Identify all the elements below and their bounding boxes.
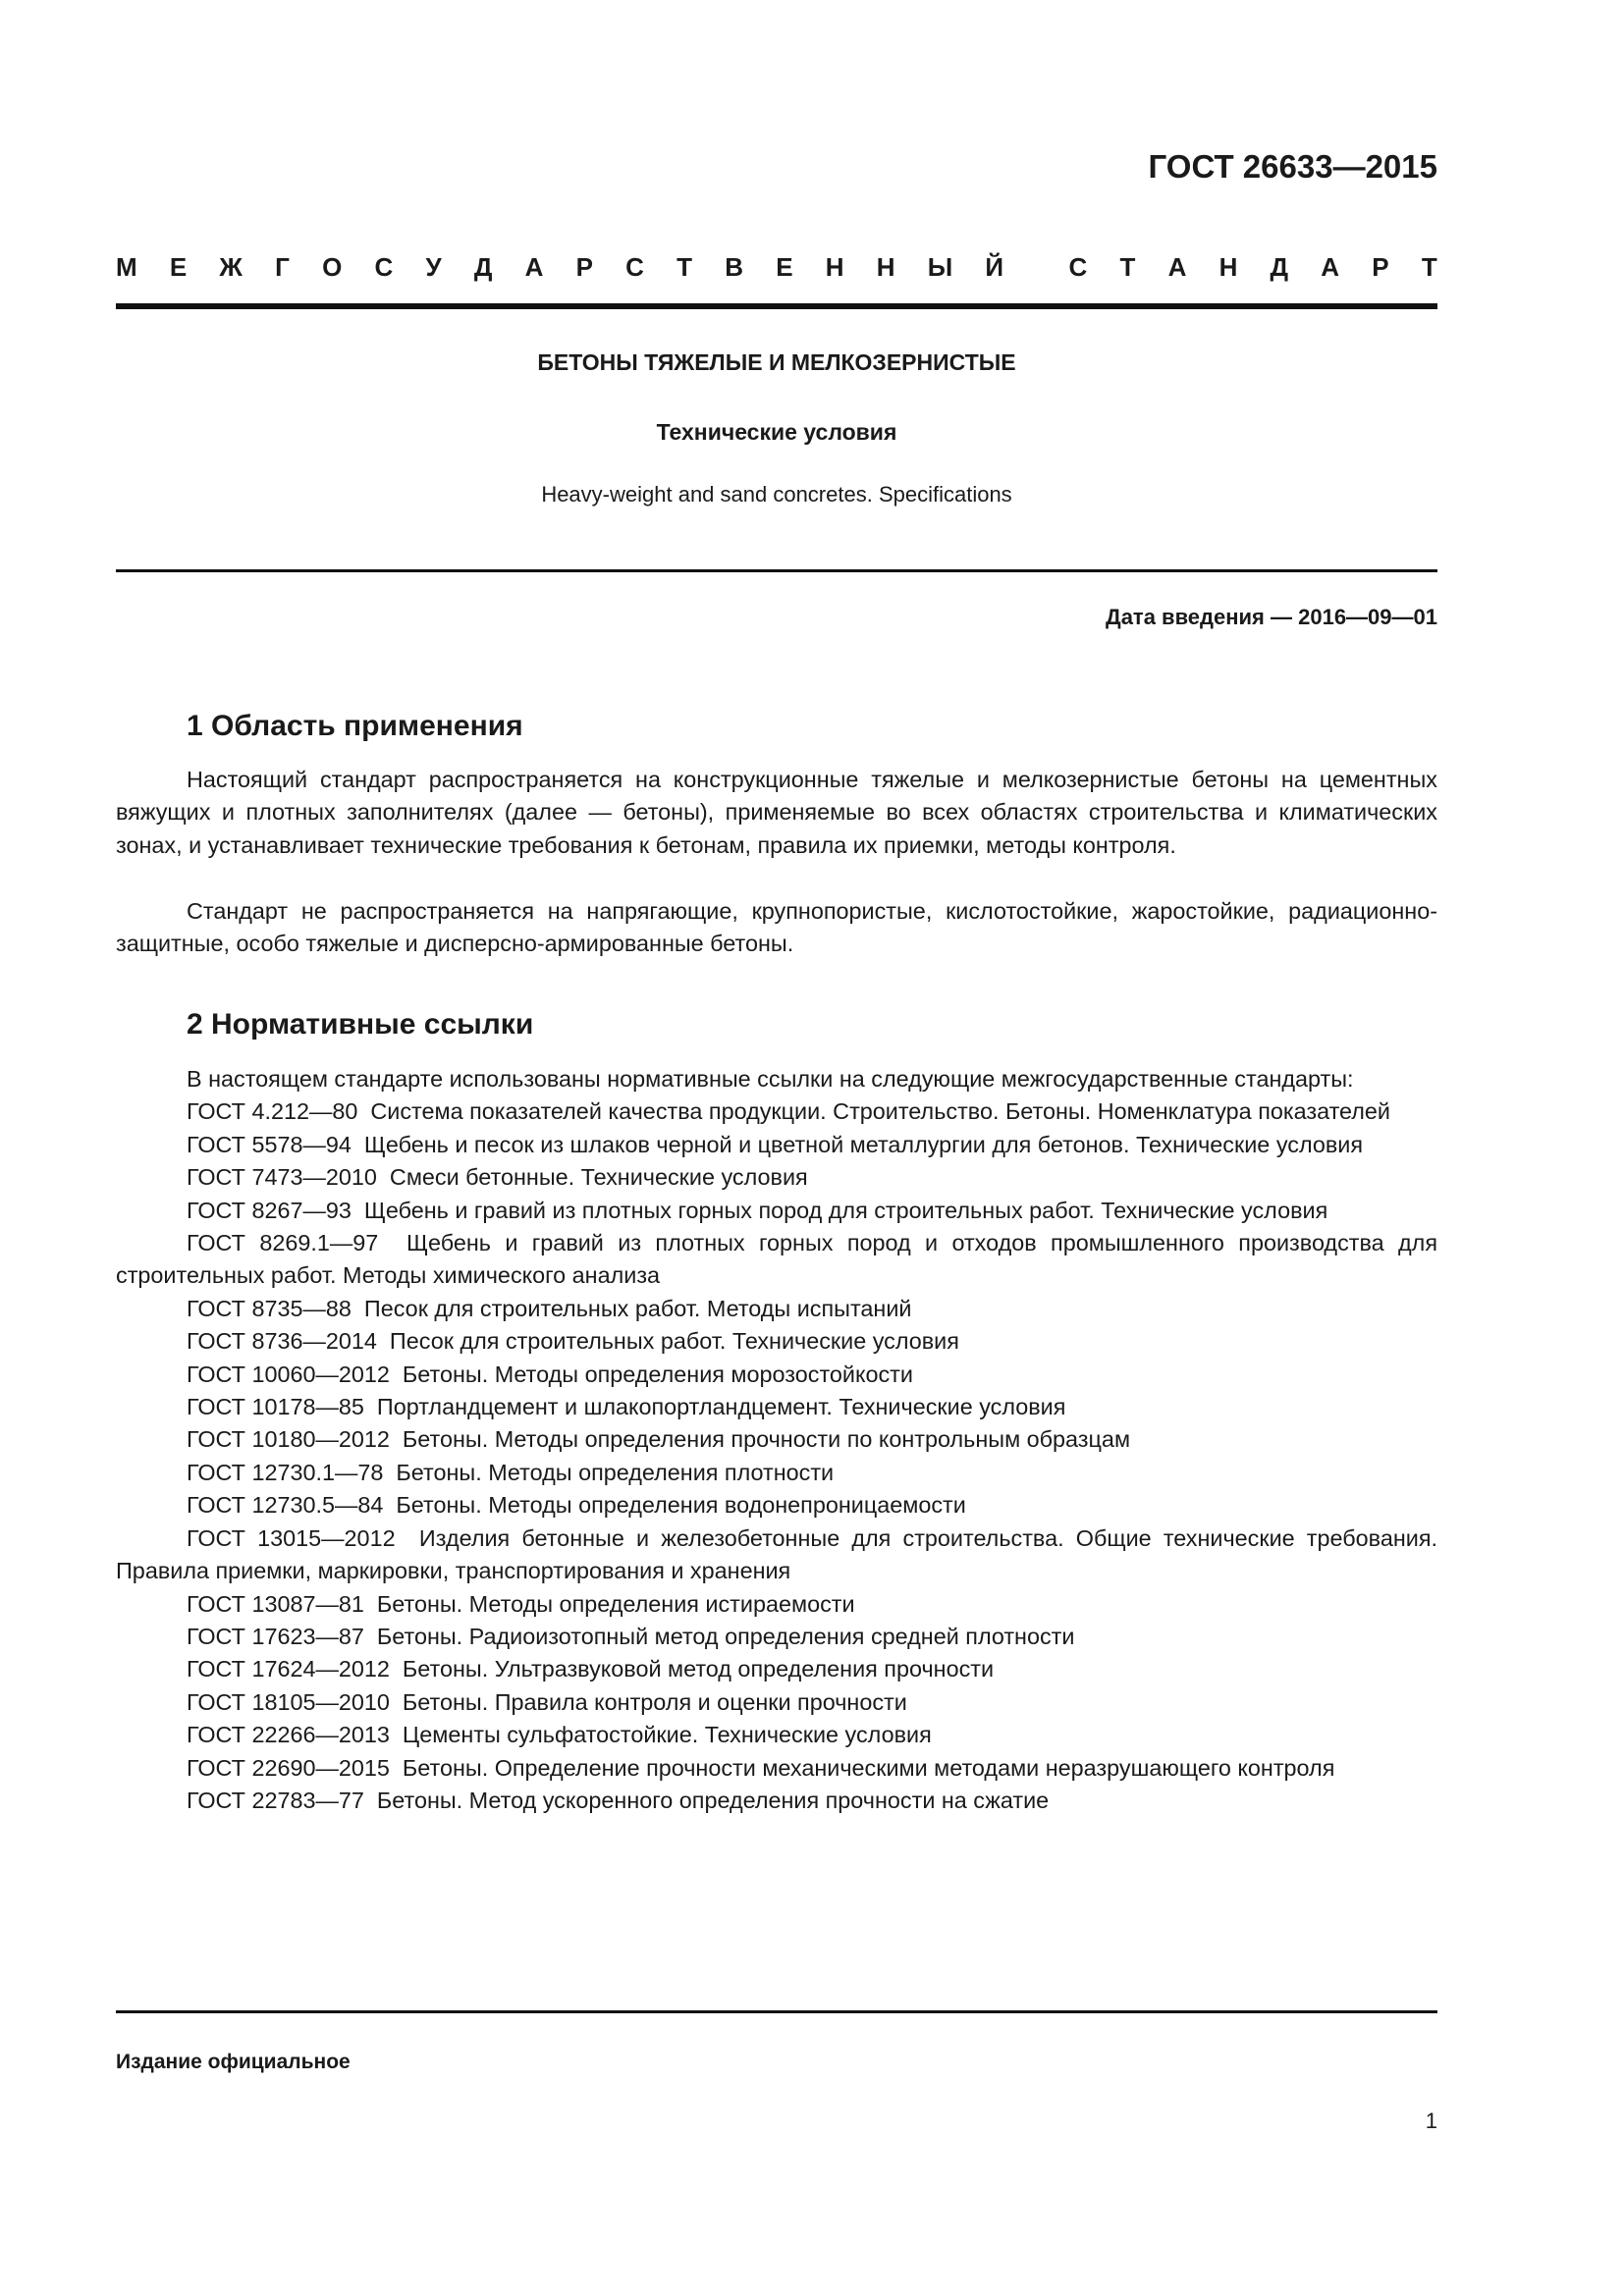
reference-code: ГОСТ 22690—2015 xyxy=(187,1754,390,1781)
reference-item xyxy=(116,1653,1437,1685)
banner-letter: Г xyxy=(275,252,290,282)
reference-code: ГОСТ 13087—81 xyxy=(187,1590,364,1617)
page-number: 1 xyxy=(1425,2109,1437,2133)
banner-letter: У xyxy=(425,252,442,282)
banner-letter: Д xyxy=(1270,252,1289,282)
banner-letter: Т xyxy=(1421,252,1437,282)
title-rule xyxy=(116,569,1437,572)
reference-code: ГОСТ 13015—2012 xyxy=(187,1524,396,1551)
reference-title: Бетоны. Ультразвуковой метод определения прочности xyxy=(402,1656,995,1682)
reference-title: Изделия бетонные и железобетонные для строительства. Общие технические требования. Правила приемки, маркировки, транспортирования и хранения xyxy=(116,1524,1437,1584)
reference-code: ГОСТ 8735—88 xyxy=(187,1295,352,1321)
banner-letter: Д xyxy=(473,252,493,282)
reference-title: Песок для строительных работ. Методы испытаний xyxy=(363,1295,912,1321)
standard-subtitle: Технические условия xyxy=(656,419,897,445)
reference-title: Портландцемент и шлакопортландцемент. Технические условия xyxy=(376,1394,1066,1420)
banner-letter: Н xyxy=(876,252,895,282)
banner-letter: Ы xyxy=(927,252,953,282)
banner-letter: Е xyxy=(169,252,188,282)
reference-item xyxy=(116,1752,1437,1785)
header-rule xyxy=(116,303,1437,309)
reference-code: ГОСТ 17624—2012 xyxy=(187,1656,390,1682)
reference-item xyxy=(116,1161,1437,1194)
reference-code: ГОСТ 17623—87 xyxy=(187,1623,364,1649)
reference-item xyxy=(116,1621,1437,1653)
banner-letter: Т xyxy=(1119,252,1136,282)
reference-title: Цементы сульфатостойкие. Технические условия xyxy=(402,1722,932,1748)
standard-title: БЕТОНЫ ТЯЖЕЛЫЕ И МЕЛКОЗЕРНИСТЫЕ xyxy=(537,349,1016,375)
reference-code: ГОСТ 10178—85 xyxy=(187,1394,364,1420)
english-title: Heavy-weight and sand concretes. Specifications xyxy=(541,482,1012,507)
reference-code: ГОСТ 4.212—80 xyxy=(187,1098,358,1125)
reference-title: Щебень и гравий из плотных горных пород для строительных работ. Технические условия xyxy=(363,1197,1328,1223)
reference-item xyxy=(116,1489,1437,1522)
banner-letter: Р xyxy=(575,252,593,282)
reference-title: Бетоны. Методы определения прочности по контрольным образцам xyxy=(402,1426,1131,1453)
banner-letter: А xyxy=(524,252,544,282)
reference-code: ГОСТ 12730.5—84 xyxy=(187,1492,384,1519)
reference-code: ГОСТ 22783—77 xyxy=(187,1787,364,1813)
reference-title: Бетоны. Метод ускоренного определения прочности на сжатие xyxy=(376,1787,1050,1813)
banner-letter: В xyxy=(725,252,744,282)
reference-title: Бетоны. Методы определения водонепроницаемости xyxy=(396,1492,966,1519)
banner-letter: Н xyxy=(1218,252,1238,282)
banner-letter: Т xyxy=(677,252,693,282)
reference-title: Бетоны. Радиоизотопный метод определения средней плотности xyxy=(376,1623,1075,1649)
banner-letter: Ж xyxy=(219,252,243,282)
banner-letter: Р xyxy=(1372,252,1389,282)
reference-item xyxy=(116,1129,1437,1161)
reference-code: ГОСТ 10060—2012 xyxy=(187,1361,390,1387)
reference-item xyxy=(116,1195,1437,1227)
reference-code: ГОСТ 10180—2012 xyxy=(187,1426,390,1453)
reference-code: ГОСТ 12730.1—78 xyxy=(187,1459,384,1485)
reference-code: ГОСТ 8269.1—97 xyxy=(187,1230,379,1256)
reference-code: ГОСТ 8267—93 xyxy=(187,1197,352,1223)
reference-item xyxy=(116,1227,1437,1293)
reference-item xyxy=(116,1457,1437,1489)
reference-item xyxy=(116,1588,1437,1621)
reference-code: ГОСТ 8736—2014 xyxy=(187,1328,377,1355)
reference-code: ГОСТ 7473—2010 xyxy=(187,1164,377,1191)
reference-title: Смеси бетонные. Технические условия xyxy=(389,1164,808,1191)
reference-code: ГОСТ 5578—94 xyxy=(187,1131,352,1157)
banner-letter: А xyxy=(1167,252,1187,282)
reference-item xyxy=(116,1359,1437,1391)
interstate-standard-banner xyxy=(116,245,1437,289)
reference-item xyxy=(116,1293,1437,1325)
section-1-paragraph: Настоящий стандарт распространяется на конструкционные тяжелые и мелкозернистые бетоны на цементных вяжущих и плотных заполнителях (далее — бетоны), применяемые во всех областях строительства и климатических зонах, и устанавливает технические требования к бетонам, правила их приемки, методы контроля. xyxy=(116,767,1437,858)
reference-code: ГОСТ 22266—2013 xyxy=(187,1722,390,1748)
reference-item xyxy=(116,1391,1437,1423)
reference-title: Щебень и гравий из плотных горных пород и отходов промышленного производства для строительных работ. Методы химического анализа xyxy=(116,1230,1437,1289)
introduction-date: Дата введения — 2016—09—01 xyxy=(1106,605,1437,629)
document-number: ГОСТ 26633—2015 xyxy=(1148,148,1437,185)
reference-title: Бетоны. Методы определения истираемости xyxy=(376,1590,855,1617)
reference-title: Бетоны. Определение прочности механическими методами неразрушающего контроля xyxy=(402,1754,1335,1781)
banner-letter: Й xyxy=(985,252,1004,282)
reference-item xyxy=(116,1325,1437,1358)
references-intro: В настоящем стандарте использованы нормативные ссылки на следующие межгосударственные стандарты: xyxy=(187,1066,1354,1092)
reference-title: Система показателей качества продукции. Строительство. Бетоны. Номенклатура показателей xyxy=(370,1098,1390,1125)
reference-item xyxy=(116,1785,1437,1817)
reference-item xyxy=(116,1686,1437,1719)
banner-letter: С xyxy=(1068,252,1088,282)
reference-code: ГОСТ 18105—2010 xyxy=(187,1688,390,1715)
reference-item xyxy=(116,1719,1437,1751)
banner-letter: Е xyxy=(776,252,793,282)
banner-letter: А xyxy=(1321,252,1340,282)
banner-letter: О xyxy=(322,252,343,282)
reference-item xyxy=(116,1522,1437,1588)
section-2-heading: 2 Нормативные ссылки xyxy=(187,1008,534,1041)
reference-title: Бетоны. Правила контроля и оценки прочности xyxy=(402,1688,907,1715)
reference-title: Бетоны. Методы определения морозостойкости xyxy=(402,1361,913,1387)
banner-letter: М xyxy=(116,252,137,282)
reference-title: Бетоны. Методы определения плотности xyxy=(396,1459,835,1485)
reference-item xyxy=(116,1095,1437,1128)
section-1-paragraph: Стандарт не распространяется на напрягающие, крупнопористые, кислотостойкие, жаростойкие, радиационно-защитные, особо тяжелые и дисперсно-армированные бетоны. xyxy=(116,898,1437,957)
banner-letter: С xyxy=(625,252,644,282)
banner-letter: Н xyxy=(825,252,844,282)
reference-title: Песок для строительных работ. Технические условия xyxy=(389,1328,959,1355)
footer-rule xyxy=(116,2010,1437,2013)
official-edition-label: Издание официальное xyxy=(116,2051,351,2073)
reference-item xyxy=(116,1423,1437,1456)
reference-title: Щебень и песок из шлаков черной и цветной металлургии для бетонов. Технические условия xyxy=(363,1131,1364,1157)
banner-letter: С xyxy=(374,252,394,282)
normative-references xyxy=(116,1063,1437,1817)
section-1-heading: 1 Область применения xyxy=(187,710,523,742)
